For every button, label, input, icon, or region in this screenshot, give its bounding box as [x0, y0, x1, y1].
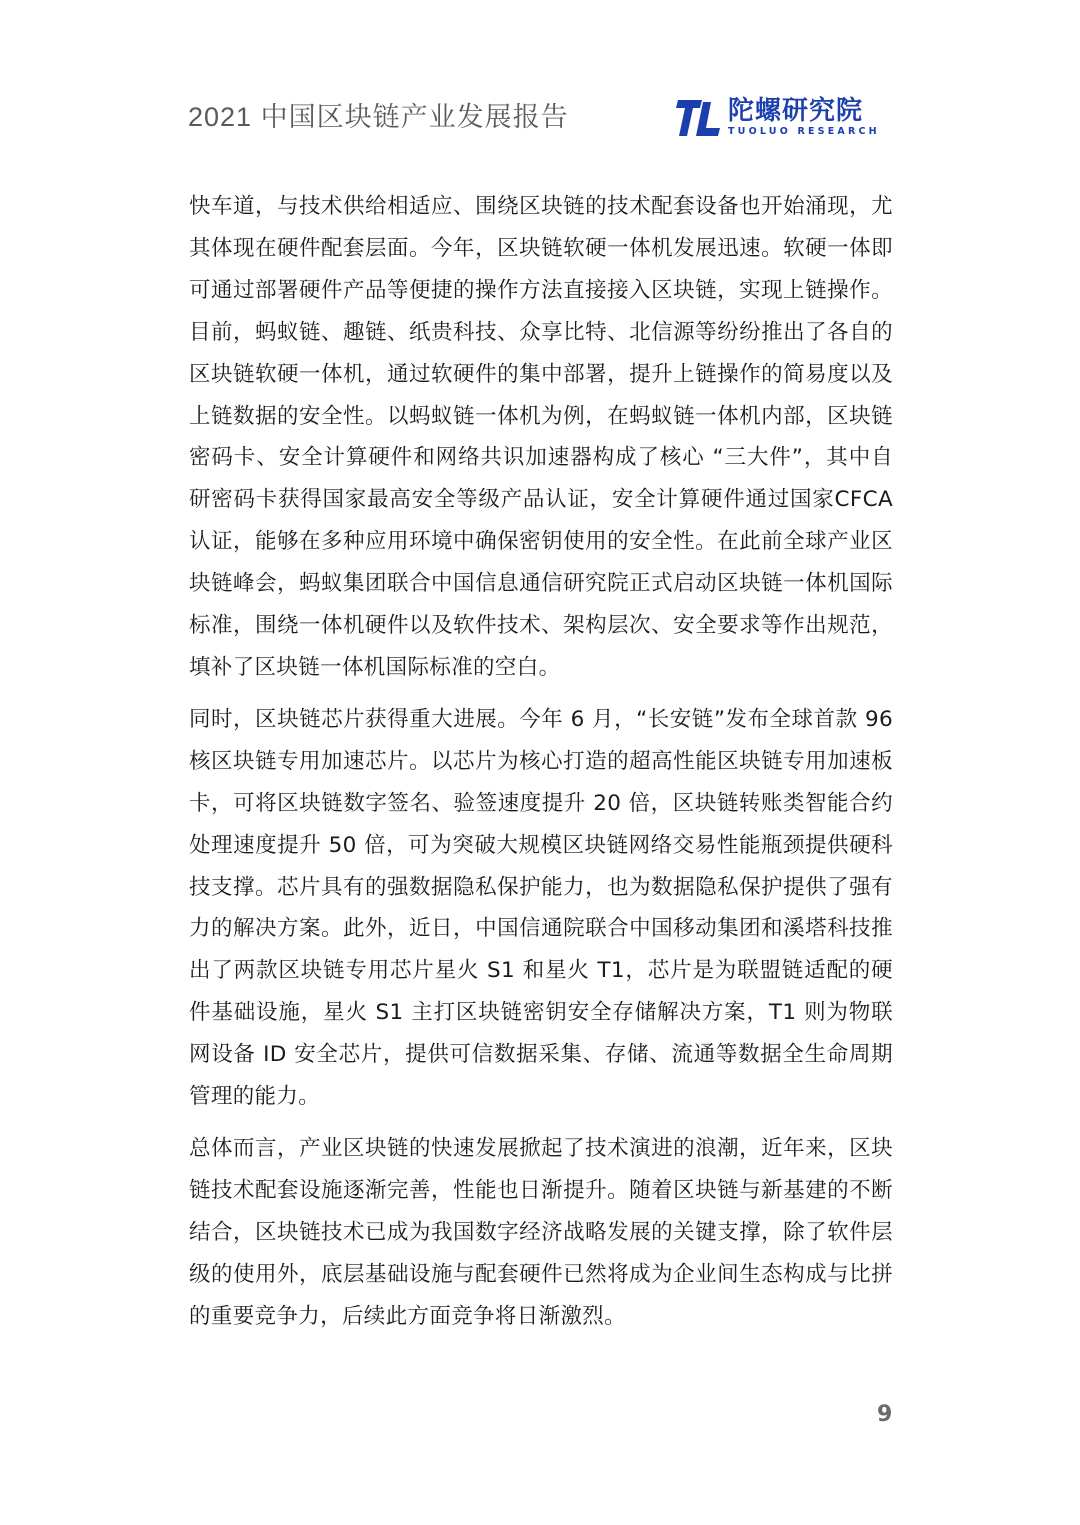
tuoluo-research-logo — [676, 98, 880, 138]
page-number: 9 — [877, 1402, 893, 1427]
paragraph: 同时，区块链芯片获得重大进展。今年 6 月，“长安链”发布全球首款 96 核区块链专用加速芯片。以芯片为核心打造的超高性能区块链专用加速板卡，可将区块链数字签名、验签速度提升 20 倍，区块链转账类智能合约处理速度提升 50 倍，可为突破大规模区块链网络交易性能瓶颈提供硬科技支撑。芯片具有的强数据隐私保护能力，也为数据隐私保护提供了强有力的解决方案。此外，近日，中国信通院联合中国移动集团和溪塔科技推出了两款区块链专用芯片星火 S1 和星火 T1，芯片是为联盟链适配的硬件基础设施，星火 S1 主打区块链密钥安全存储解决方案，T1 则为物联网设备 ID 安全芯片，提供可信数据采集、存储、流通等数据全生命周期管理的能力。 — [189, 706, 893, 1110]
paragraph: 快车道，与技术供给相适应、围绕区块链的技术配套设备也开始涌现，尤其体现在硬件配套层面。今年，区块链软硬一体机发展迅速。软硬一体即可通过部署硬件产品等便捷的操作方法直接接入区块链，实现上链操作。目前，蚂蚁链、趣链、纸贵科技、众享比特、北信源等纷纷推出了各自的区块链软硬一体机，通过软硬件的集中部署，提升上链操作的简易度以及上链数据的安全性。以蚂蚁链一体机为例，在蚂蚁链一体机内部，区块链密码卡、安全计算硬件和网络共识加速器构成了核心 “三大件”，其中自研密码卡获得国家最高安全等级产品认证，安全计算硬件通过国家CFCA 认证，能够在多种应用环境中确保密钥使用的安全性。在此前全球产业区块链峰会，蚂蚁集团联合中国信息通信研究院正式启动区块链一体机国际标准，围绕一体机硬件以及软件技术、架构层次、安全要求等作出规范，填补了区块链一体机国际标准的空白。 — [189, 194, 893, 680]
paragraph: 总体而言，产业区块链的快速发展掀起了技术演进的浪潮，近年来，区块链技术配套设施逐渐完善，性能也日渐提升。随着区块链与新基建的不断结合，区块链技术已成为我国数字经济战略发展的关键支撑，除了软件层级的使用外，底层基础设施与配套硬件已然将成为企业间生态构成与比拼的重要竞争力，后续此方面竞争将日渐激烈。 — [189, 1135, 893, 1329]
logo-name-cn: 陀螺研究院 — [728, 96, 864, 126]
body-content — [189, 186, 893, 1337]
tl-logo-icon — [676, 100, 720, 136]
report-title: 2021 中国区块链产业发展报告 — [188, 102, 569, 132]
logo-name-en: TUOLUO RESEARCH — [728, 126, 880, 137]
